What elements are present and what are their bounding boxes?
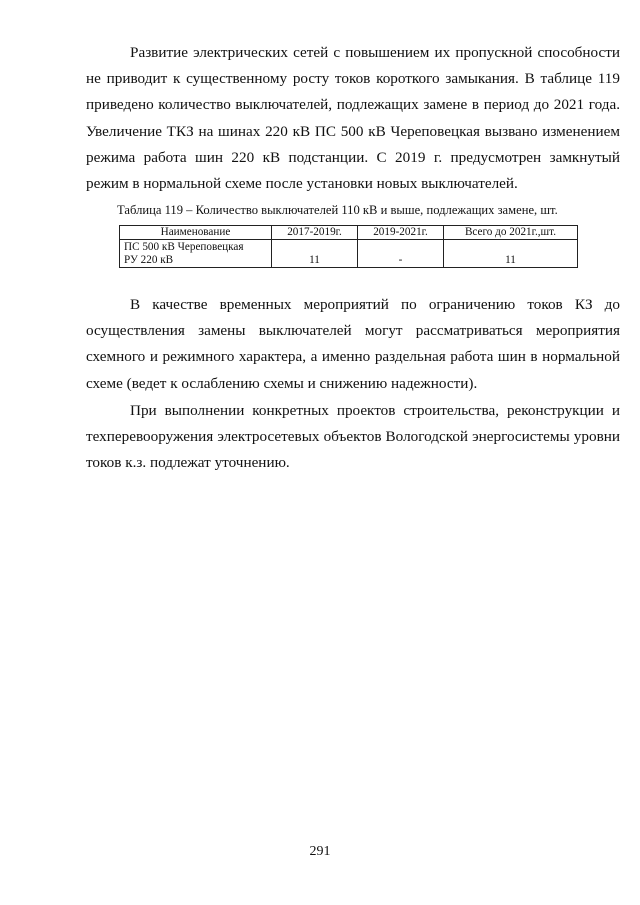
row-name-cell [120, 240, 272, 268]
page-number: 291 [309, 844, 331, 859]
paragraph-intro [86, 40, 620, 197]
table-header-row [120, 226, 578, 240]
row-name-line1: ПС 500 кВ Череповецкая [124, 241, 244, 253]
paragraph-text: В качестве временных мероприятий по ограничению токов КЗ до осуществления замены выключателей могут рассматриваться мероприятия схемного и режимного характера, а именно раздельная работа шин в нормальной схеме (ведет к ослаблению схемы и снижению надежности). [86, 296, 620, 392]
paragraph-text: При выполнении конкретных проектов строительства, реконструкции и техперевооружения электросетевых объектов Вологодской энергосистемы уровни токов к.з. подлежат уточнению. [86, 402, 620, 472]
row-name-line2: РУ 220 кВ [124, 254, 174, 266]
paragraph-temporary-measures [86, 292, 620, 397]
header-2017-2019: 2017-2019г. [272, 226, 358, 240]
row-value-2017-2019: 11 [272, 240, 358, 268]
header-2019-2021: 2019-2021г. [358, 226, 444, 240]
row-value-2019-2021: - [358, 240, 444, 268]
header-total: Всего до 2021г.,шт. [444, 226, 578, 240]
paragraph-text: Развитие электрических сетей с повышением их пропускной способности не приводит к существенному росту токов короткого замыкания. В таблице 119 приведено количество выключателей, подлежащих замене в период до 2021 года. Увеличение ТКЗ на шинах 220 кВ ПС 500 кВ Череповецкая вызвано изменением режима работа шин 220 кВ подстанции. С 2019 г. предусмотрен замкнутый режим в нормальной схеме после установки новых выключателей. [86, 44, 620, 193]
header-name: Наименование [120, 226, 272, 240]
breakers-table [119, 225, 578, 268]
table-row [120, 240, 578, 268]
table-caption: Таблица 119 – Количество выключателей 110 кВ и выше, подлежащих замене, шт. [117, 203, 558, 217]
row-value-total: 11 [444, 240, 578, 268]
paragraph-clarification [86, 398, 620, 477]
